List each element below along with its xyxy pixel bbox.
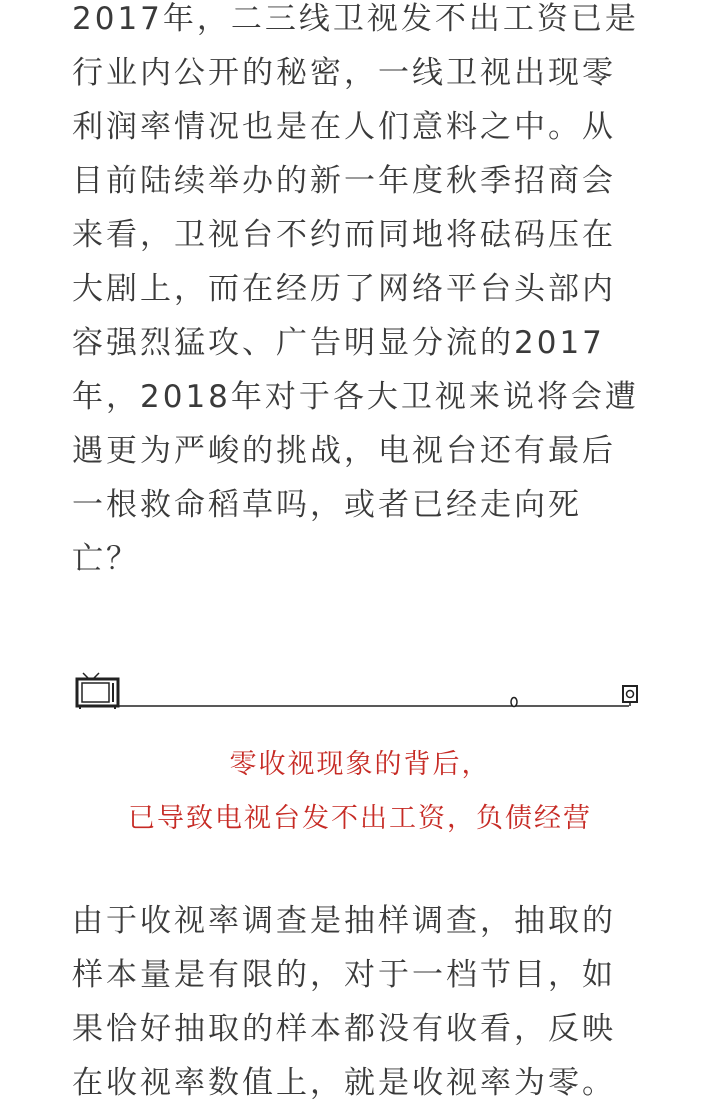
paragraph-line: 在收视率数值上，就是收视率为零。 — [72, 1065, 616, 1101]
article-paragraph-1 — [72, 0, 652, 586]
section-heading-line-2: 已导致电视台发不出工资，负债经营 — [128, 803, 592, 834]
paragraph-line: 2017年，二三线卫视发不出工资已是 — [72, 1, 639, 37]
paragraph-line: 行业内公开的秘密，一线卫视出现零 — [72, 55, 616, 91]
paragraph-line: 大剧上，而在经历了网络平台头部内 — [72, 271, 616, 307]
paragraph-line: 年，2018年对于各大卫视来说将会遭 — [72, 379, 639, 415]
section-heading-line-1: 零收视现象的背后， — [229, 749, 491, 780]
paragraph-line: 亡？ — [72, 541, 140, 577]
paragraph-line: 一根救命稻草吗，或者已经走向死 — [72, 487, 582, 523]
power-plug-icon — [511, 698, 517, 707]
paragraph-line: 容强烈猛攻、广告明显分流的2017 — [72, 325, 605, 361]
paragraph-line: 样本量是有限的，对于一档节目，如 — [72, 957, 616, 993]
article-paragraph-2 — [72, 894, 652, 1110]
tv-cord-divider — [74, 672, 644, 712]
tv-icon — [77, 673, 118, 709]
paragraph-line: 利润率情况也是在人们意料之中。从 — [72, 109, 616, 145]
paragraph-line: 遇更为严峻的挑战，电视台还有最后 — [72, 433, 616, 469]
wall-socket-icon — [623, 686, 637, 706]
paragraph-line: 来看，卫视台不约而同地将砝码压在 — [72, 217, 616, 253]
paragraph-line: 果恰好抽取的样本都没有收看，反映 — [72, 1011, 616, 1047]
paragraph-line: 目前陆续举办的新一年度秋季招商会 — [72, 163, 616, 199]
paragraph-line: 由于收视率调查是抽样调查，抽取的 — [72, 903, 616, 939]
